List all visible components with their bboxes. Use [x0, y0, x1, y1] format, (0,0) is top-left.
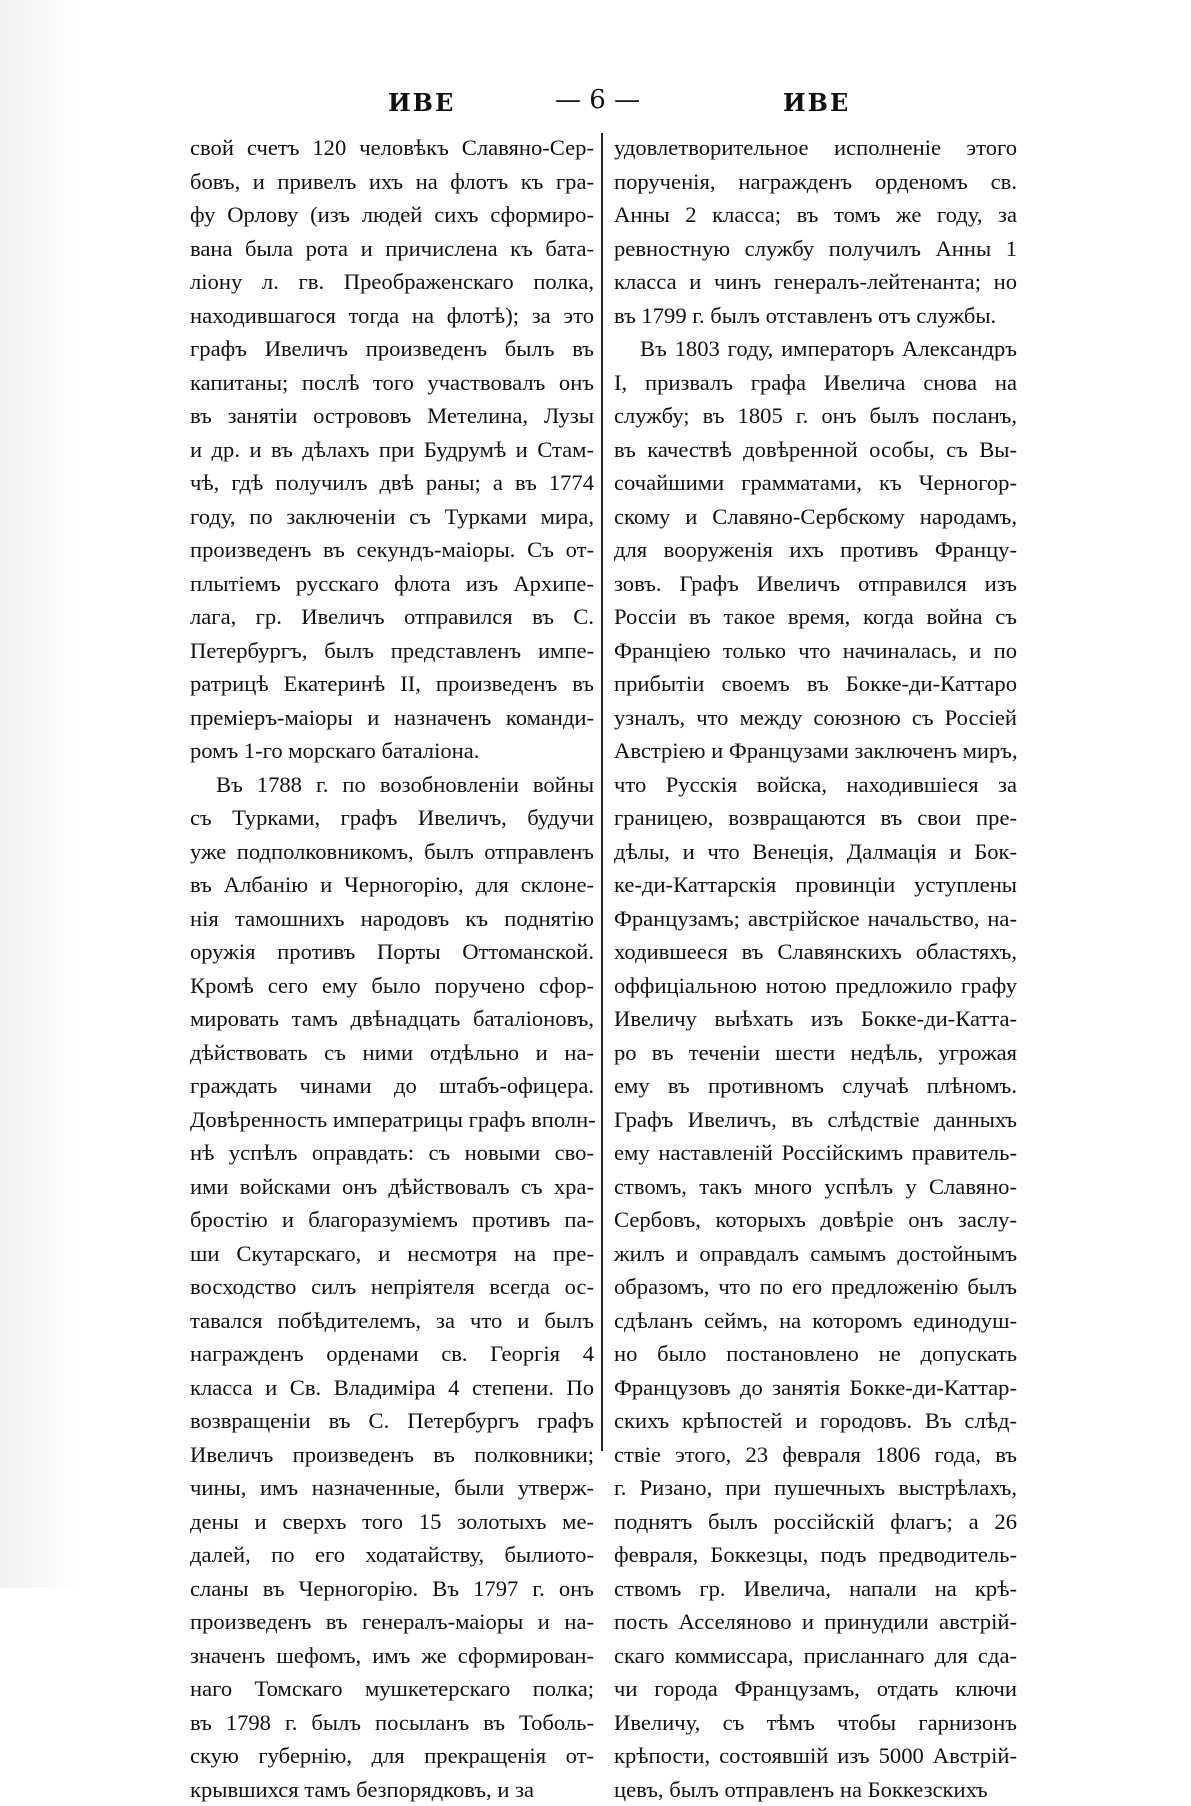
text-line: образомъ, что по его предложенію былъ	[614, 1270, 1017, 1304]
text-line: ствомъ, такъ много успѣлъ у Славяно-	[614, 1170, 1017, 1204]
text-line: Ивеличу, съ тѣмъ чтобы гарнизонъ	[614, 1706, 1017, 1740]
text-line: Довѣренность императрицы графъ вполн-	[190, 1103, 594, 1137]
text-line: скому и Славяно-Сербскому народамъ,	[614, 500, 1017, 534]
text-line: февраля, Боккезцы, подъ предводитель-	[614, 1538, 1017, 1572]
text-line: возвращеніи въ С. Петербургъ графъ	[190, 1404, 594, 1438]
text-line: пость Асселяново и принудили австрій-	[614, 1605, 1017, 1639]
text-line: Французовъ до занятія Бокке-ди-Каттар-	[614, 1371, 1017, 1405]
text-line: ствомъ гр. Ивелича, напали на крѣ-	[614, 1572, 1017, 1606]
text-line: поднятъ былъ россійскій флагъ; а 26	[614, 1505, 1017, 1539]
text-line: сдѣланъ сеймъ, на которомъ единодуш-	[614, 1304, 1017, 1338]
text-line: прибытіи своемъ въ Бокке-ди-Каттаро	[614, 667, 1017, 701]
header-left-entry: ИВЕ	[388, 88, 455, 117]
text-line: что Русскія войска, находившіеся за	[614, 768, 1017, 802]
text-line: порученія, награжденъ орденомъ св.	[614, 165, 1017, 199]
text-line: жилъ и оправдалъ самымъ достойнымъ	[614, 1237, 1017, 1271]
text-line: графъ Ивеличъ произведенъ былъ въ	[190, 332, 594, 366]
text-line: ши Скутарскаго, и несмотря на пре-	[190, 1237, 594, 1271]
text-line: ромъ 1-го морскаго баталіона.	[190, 734, 594, 768]
text-line: году, по заключеніи съ Турками мира,	[190, 500, 594, 534]
text-line: граждать чинами до штабъ-офицера.	[190, 1069, 594, 1103]
text-line: но было постановлено не допускать	[614, 1337, 1017, 1371]
text-line: класса и чинъ генералъ-лейтенанта; но	[614, 265, 1017, 299]
text-line: крывшихся тамъ безпорядковъ, и за	[190, 1773, 594, 1806]
text-line: Въ 1788 г. по возобновленіи войны	[190, 768, 594, 802]
text-line: свой счетъ 120 человѣкъ Славяно-Сер-	[190, 131, 594, 165]
page-number: — 6 —	[555, 85, 640, 115]
text-line: чи города Французамъ, отдать ключи	[614, 1672, 1017, 1706]
text-line: произведенъ въ секундъ-маіоры. Съ от-	[190, 533, 594, 567]
text-line: границею, возвращаются въ свои пре-	[614, 801, 1017, 835]
text-line: восходство силъ непріятеля всегда ос-	[190, 1270, 594, 1304]
text-line: награжденъ орденами св. Георгія 4	[190, 1337, 594, 1371]
left-column	[190, 131, 594, 1806]
text-line: ими войсками онъ дѣйствовалъ съ хра-	[190, 1170, 594, 1204]
text-line: наго Томскаго мушкетерскаго полка;	[190, 1672, 594, 1706]
text-line: дѣлы, и что Венеція, Далмація и Бок-	[614, 835, 1017, 869]
text-line: оружія противъ Порты Оттоманской.	[190, 935, 594, 969]
text-line: Россіи въ такое время, когда война съ	[614, 600, 1017, 634]
text-line: дѣйствовать съ ними отдѣльно и на-	[190, 1036, 594, 1070]
text-line: цевъ, былъ отправленъ на Боккезскихъ	[614, 1773, 1017, 1806]
text-line: въ Албанію и Черногорію, для склоне-	[190, 868, 594, 902]
text-line: скихъ крѣпостей и городовъ. Въ слѣд-	[614, 1404, 1017, 1438]
text-line: скаго коммиссара, присланнаго для сда-	[614, 1639, 1017, 1673]
text-line: нія тамошнихъ народовъ къ поднятію	[190, 902, 594, 936]
text-line: узналъ, что между союзною съ Россіей	[614, 701, 1017, 735]
text-line: произведенъ въ генералъ-маіоры и на-	[190, 1605, 594, 1639]
text-line: въ качествѣ довѣренной особы, съ Вы-	[614, 433, 1017, 467]
text-line: ке-ди-Каттарскія провинціи уступлены	[614, 868, 1017, 902]
text-line: тавался побѣдителемъ, за что и былъ	[190, 1304, 594, 1338]
running-header	[150, 82, 1030, 122]
text-line: лага, гр. Ивеличъ отправился въ С.	[190, 600, 594, 634]
text-line: бовъ, и привелъ ихъ на флотъ къ гра-	[190, 165, 594, 199]
text-line: ходившееся въ Славянскихъ областяхъ,	[614, 935, 1017, 969]
text-line: мировать тамъ двѣнадцать баталіоновъ,	[190, 1002, 594, 1036]
text-line: вана была рота и причислена къ бата-	[190, 232, 594, 266]
text-line: уже подполковникомъ, былъ отправленъ	[190, 835, 594, 869]
text-line: Петербургъ, былъ представленъ импе-	[190, 634, 594, 668]
text-line: значенъ шефомъ, имъ же сформирован-	[190, 1639, 594, 1673]
text-line: Анны 2 класса; въ томъ же году, за	[614, 198, 1017, 232]
text-line: сочайшими грамматами, къ Черногор-	[614, 466, 1017, 500]
text-line: оффиціальною нотою предложило графу	[614, 969, 1017, 1003]
text-line: дены и сверхъ того 15 золотыхъ ме-	[190, 1505, 594, 1539]
text-line: сланы въ Черногорію. Въ 1797 г. онъ	[190, 1572, 594, 1606]
text-line: класса и Св. Владиміра 4 степени. По	[190, 1371, 594, 1405]
text-line: нѣ успѣлъ оправдать: съ новыми сво-	[190, 1136, 594, 1170]
text-line: удовлетворительное исполненіе этого	[614, 131, 1017, 165]
page-margin-shade	[0, 0, 78, 1588]
text-line: г. Ризано, при пушечныхъ выстрѣлахъ,	[614, 1471, 1017, 1505]
text-line: чины, имъ назначенные, были утверж-	[190, 1471, 594, 1505]
text-line: скую губернію, для прекращенія от-	[190, 1739, 594, 1773]
text-line: и др. и въ дѣлахъ при Будрумѣ и Стам-	[190, 433, 594, 467]
text-line: находившагося тогда на флотѣ); за это	[190, 299, 594, 333]
text-line: въ 1798 г. былъ посыланъ въ Тоболь-	[190, 1706, 594, 1740]
text-line: въ 1799 г. былъ отставленъ отъ службы.	[614, 299, 1017, 333]
right-column	[614, 131, 1017, 1806]
text-line: службу; въ 1805 г. онъ былъ посланъ,	[614, 399, 1017, 433]
text-line: бростію и благоразуміемъ противъ па-	[190, 1203, 594, 1237]
text-line: ему наставленій Россійскимъ правитель-	[614, 1136, 1017, 1170]
text-line: Графъ Ивеличъ, въ слѣдствіе данныхъ	[614, 1103, 1017, 1137]
text-line: преміеръ-маіоры и назначенъ команди-	[190, 701, 594, 735]
text-line: Франціею только что начиналась, и по	[614, 634, 1017, 668]
text-line: Кромѣ сего ему было поручено сфор-	[190, 969, 594, 1003]
text-line: I, призвалъ графа Ивелича снова на	[614, 366, 1017, 400]
text-line: Австріею и Французами заключенъ миръ,	[614, 734, 1017, 768]
text-line: ревностную службу получилъ Анны 1	[614, 232, 1017, 266]
text-line: плытіемъ русскаго флота изъ Архипе-	[190, 567, 594, 601]
text-line: фу Орлову (изъ людей сихъ сформиро-	[190, 198, 594, 232]
text-line: зовъ. Графъ Ивеличъ отправился изъ	[614, 567, 1017, 601]
text-line: далей, по его ходатайству, былиото-	[190, 1538, 594, 1572]
text-line: въ занятіи острововъ Метелина, Лузы	[190, 399, 594, 433]
text-line: крѣпости, состоявшій изъ 5000 Австрій-	[614, 1739, 1017, 1773]
text-line: чѣ, гдѣ получилъ двѣ раны; а въ 1774	[190, 466, 594, 500]
text-line: ліону л. гв. Преображенскаго полка,	[190, 265, 594, 299]
text-line: Ивеличу выѣхать изъ Бокке-ди-Катта-	[614, 1002, 1017, 1036]
text-line: Сербовъ, которыхъ довѣріе онъ заслу-	[614, 1203, 1017, 1237]
text-line: ро въ теченіи шести недѣль, угрожая	[614, 1036, 1017, 1070]
header-right-entry: ИВЕ	[783, 88, 850, 117]
text-line: ему въ противномъ случаѣ плѣномъ.	[614, 1069, 1017, 1103]
text-line: для вооруженія ихъ противъ Францу-	[614, 533, 1017, 567]
text-line: ствіе этого, 23 февраля 1806 года, въ	[614, 1438, 1017, 1472]
text-line: Въ 1803 году, императоръ Александръ	[614, 332, 1017, 366]
text-line: Французамъ; австрійское начальство, на-	[614, 902, 1017, 936]
text-line: Ивеличъ произведенъ въ полковники;	[190, 1438, 594, 1472]
text-line: капитаны; послѣ того участвовалъ онъ	[190, 366, 594, 400]
column-divider	[601, 133, 603, 1451]
text-line: ратрицѣ Екатеринѣ II, произведенъ въ	[190, 667, 594, 701]
text-line: съ Турками, графъ Ивеличъ, будучи	[190, 801, 594, 835]
